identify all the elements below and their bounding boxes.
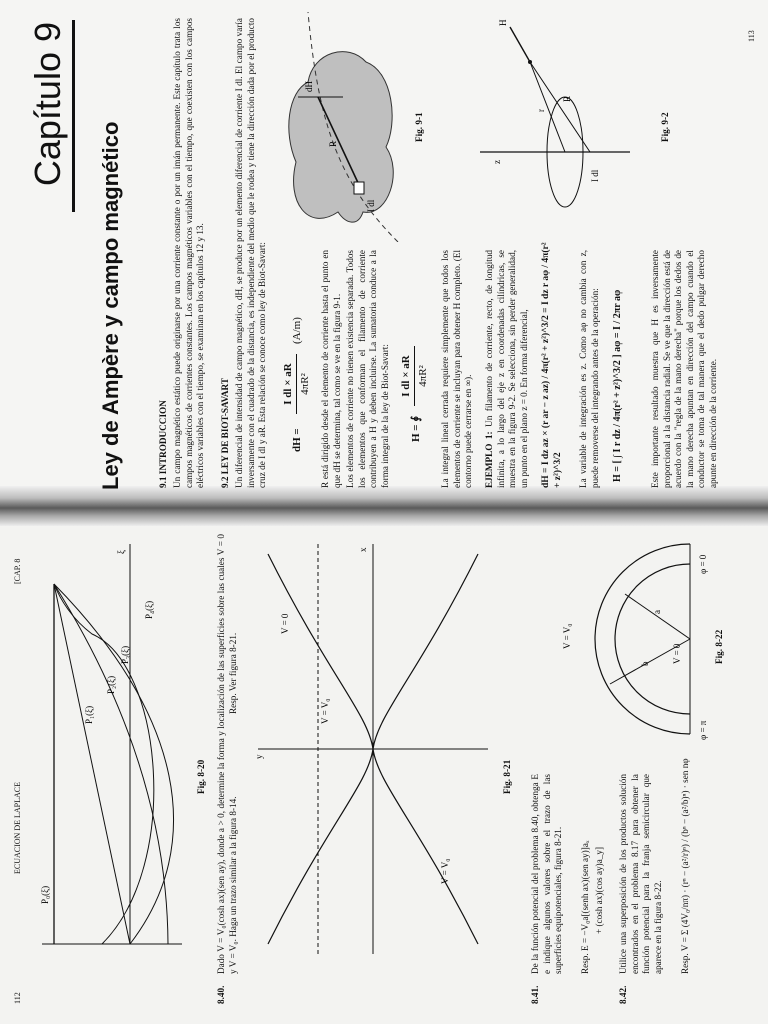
fig91-dh-label: dH [304,81,314,92]
p3-label: P₃(ξ) [120,645,130,664]
fig821-y-label: y [254,754,264,759]
fig-8-21-caption: Fig. 8-21 [502,759,512,794]
example-equation-dh: dH = I dz az × (r ar − z az) / 4π(r² + z²)^3/2 = I dz r aφ / 4π(r² + z²)^3/2 [541,242,563,488]
fig-8-22-caption: Fig. 8-22 [714,629,724,664]
fig821-vv0-label: V = V₀ [320,698,330,724]
fig92-r-label: R [562,95,572,102]
eq2-fraction-bar [414,346,415,406]
biot-savart-integral-equation [400,262,434,442]
fig822-b-label: b [640,661,650,666]
fig822-inner-arc [615,564,690,714]
fig92-z-label: z [492,160,502,164]
section-heading-9-1: 9.1 INTRODUCCION [158,400,168,488]
p2-curve [54,584,168,944]
field-point [528,60,532,64]
problem-8-40-answer: Resp. Ver figura 8-21. [228,632,238,714]
chapter-title: Ley de Ampère y campo magnético [98,121,123,490]
problem-8-42-text: Utilice una superposición de los productos solución encontrados en el problema 8.17 para obtener la función potencial para la franja semicircular que aparece en la figura 8-22. [618,774,663,974]
p0-label: P₀(ξ) [40,885,50,904]
biot-savart-equation [282,252,316,452]
chapter-reference: [CAP. 8 [13,558,22,584]
left-page-number: 112 [13,992,22,1004]
fig821-x-label: x [358,547,368,552]
figure-8-21 [248,534,498,964]
p4-label: P₄(ξ) [144,600,154,619]
p3-curve [54,584,174,944]
eq1-denominator: 4πR² [299,373,311,395]
problem-8-40-text: Dado V = V₀(cosh ax)(sen ay), donde a > 0, determine la forma y localización de las superficies sobre las cuales V = 0 y V = V₀. Haga un trazo similar a la figura 8-14. [216,534,238,974]
p1-curve [54,584,130,944]
example-label: EJEMPLO 1: [484,431,494,488]
current-element [354,182,364,194]
right-page-number: 113 [747,30,756,42]
fig822-phipi-label: φ = π [698,720,708,740]
closed-integral-text: La integral lineal cerrada requiere simplemente que todos los elementos de corriente se incluyan para obtener H completo. (El contorno puede cerrarse en ∞). [440,250,473,488]
fig92-h-label: H [498,19,508,26]
h-vector [510,27,530,62]
fig822-vv0-label: V = V₀ [562,623,572,649]
left-page-content [0,512,768,1024]
problem-8-42-answer: Resp. V = Σ (4V₀/nπ) · (rⁿ − (a²/r)ⁿ) / (bⁿ − (a²/b)ⁿ) · sen nφ [680,758,690,974]
fig-8-20-caption: Fig. 8-20 [196,759,206,794]
fig822-outer-arc [595,544,690,734]
fig-9-1-caption: Fig. 9-1 [414,112,424,142]
fig92-idl-label: I dl [590,169,600,182]
example-1-text [484,250,530,488]
problem-8-41-answer-1: Resp. E = −V₀a[(senh ax)(sen ay)]aₓ [580,840,590,974]
integration-variable-text: La variable de integración es z. Como aφ no cambia con z, puede removerse del integrando antes de la operación: [578,250,600,488]
eq1-fraction-bar [296,354,297,414]
figure-9-2 [470,12,640,212]
eq2-numerator: I dl × aR [400,355,412,397]
fig822-v0-label: V = 0 [672,643,682,664]
fig822-phi0-label: φ = 0 [698,554,708,574]
section-heading-9-2: 9.2 LEY DE BIOT-SAVART [220,378,230,488]
problem-8-41-number: 8.41. [530,985,540,1004]
eq1-numerator: I dl × aR [282,363,294,405]
section-9-1-paragraph: Un campo magnético estático puede originarse por una corriente constante o por un imán permanente. Este capítulo trata los campos magnéticos de corrientes constantes. Los campos magnéticos variables con el tiempo, que coexisten con los campos eléctricos variables con el tiempo, se examinan en los capítulos 12 y 13. [172,18,205,488]
eq1-unit: (A/m) [291,317,303,344]
eq1-lhs: dH = [291,428,303,452]
fig92-rr-label: r [536,109,546,112]
eq2-denominator: 4πR² [417,365,429,387]
xi-label: ξ [116,549,126,554]
fig821-v0-label: V = 0 [280,613,290,634]
section-9-2-paragraph: Un diferencial de intensidad de campo magnético, dH, se produce por un elemento diferencial de corriente I dl. El campo varía inversamente con el cuadrado de la distancia, es independiente del medio que le rodea y tiene la dirección dada por el producto cruz de I dl y aR. Esta relación se conoce como ley de Biot-Savart: [234,18,267,488]
p2-label: P₂(ξ) [106,675,116,694]
problem-8-41-text: De la función potencial del problema 8.40, obtenga E e indique algunos valores sobre el trazo de las superficies equipotenciales, figura 8-21. [530,774,563,974]
fig822-a-label: a [652,610,662,614]
problem-8-40-number: 8.40. [216,985,226,1004]
problem-8-41-answer-2: + (cosh ax)(cos ay)a_y] [594,846,604,934]
cloud-region [289,52,393,223]
figure-9-1 [278,12,410,242]
example-body: Un filamento de corriente, recto, de longitud infinita, a lo largo del eje z en coordenadas cilíndricas, se muestra en la figura 9-2. Se selecciona, sin perder generalidad, un punto en el plano z = 0. En forma diferencial, [484,249,529,488]
figure-8-20 [32,534,192,964]
fig821-vmv0-label: V = V₀ [440,858,450,884]
fig91-r-label: R [328,140,338,147]
chapter-label: Capítulo 9 [27,22,68,187]
p1-label: P₁(ξ) [84,705,94,724]
fig822-a-line [625,594,690,639]
figure-8-22 [540,534,710,744]
current-elements-text: Los elementos de corriente no tienen existencia separada. Todos los elementos que conforman el filamento de corriente contribuyen a H y deben incluirse. La sumatoria conduce a la forma integral de la ley de Biot-Savart: [345,250,390,488]
problem-8-42-number: 8.42. [618,985,628,1004]
eq2-lhs: H = ∮ [410,415,422,442]
chapter-rule [72,20,75,212]
final-result-text: Este importante resultado muestra que H es inversamente proporcional a la distancia radial. Se ve que la dirección está de acuerdo con la "regla de la mano derecha" porque los dedos de la mano derecha apuntan en dirección del campo cuando el conductor se toma de tal manera que el dedo pulgar derecho apunte en dirección de la corriente. [650,250,718,488]
running-head: ECUACION DE LAPLACE [13,782,22,874]
fig91-idl-label: I dl [366,199,376,212]
example-equation-h: H = [ ∫ I r dz / 4π(r² + z²)^3/2 ] aφ = I / 2πr aφ [612,289,623,482]
fig-9-2-caption: Fig. 9-2 [660,112,670,142]
r-direction-text: R está dirigido desde el elemento de corriente hasta el punto en que dH se determina, tal como se ve en la figura 9-1. [320,250,342,488]
